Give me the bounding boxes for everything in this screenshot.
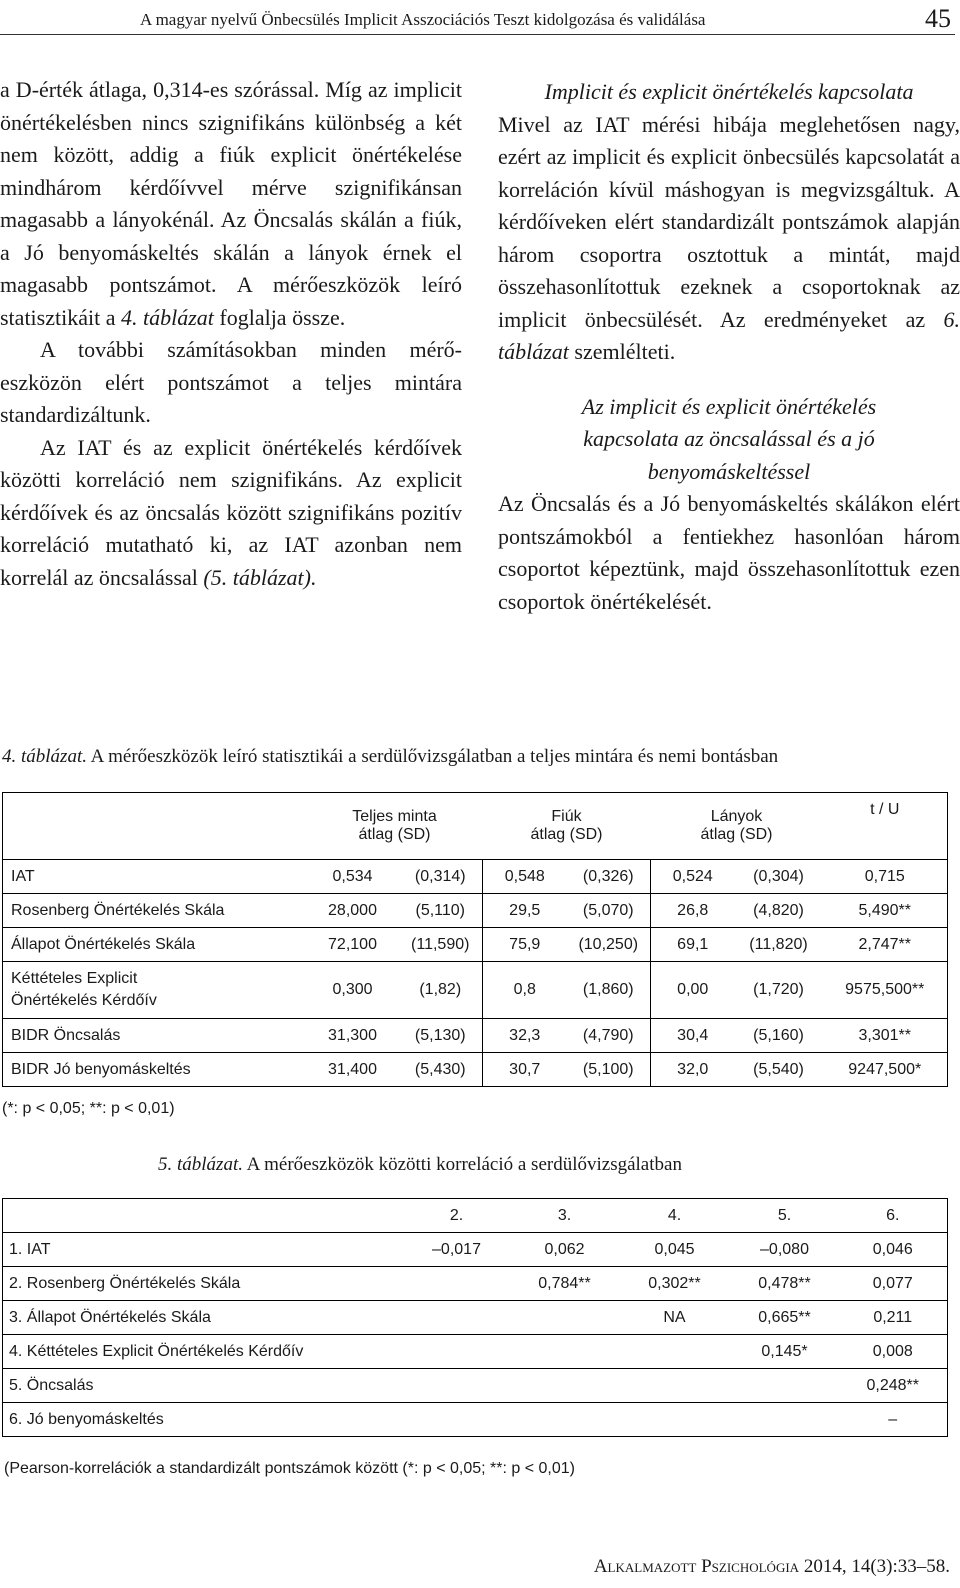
table-row: 2. Rosenberg Önértékelés Skála 0,784** 0,302** 0,478** 0,077 [3,1267,948,1301]
journal-footer: Alkalmazott Pszichológia 2014, 14(3):33–58. [593,1556,950,1577]
table-row: Állapot Önértékelés Skála 72,100 (11,590) 75,9 (10,250) 69,1 (11,820) 2,747** [3,928,948,962]
table-row: 5. Öncsalás 0,248** [3,1369,948,1403]
table6-reference: 6. táblázat [498,306,960,364]
section-heading-self-deception: Az implicit és explicit önértékelés kapcsolata az öncsalással és a jó benyomáskeltéssel [581,393,877,484]
header-total: Teljes minta átlag (SD) [307,793,483,860]
table4-reference: 4. táblázat [120,304,214,330]
right-paragraph-2: Az Öncsalás és a Jó benyomáskeltés skálákon elért pontszámokból a fentiekhez hasonlóan három csoportot képeztünk, majd összehasonlítottuk ezen csoportok önértékelését. [498,491,960,614]
table5-note: (Pearson-korrelációk a standardizált pontszámok között (*: p < 0,05; **: p < 0,01) [4,1460,575,1477]
table-row: 1. IAT –0,017 0,062 0,045 –0,080 0,046 [3,1233,948,1267]
running-head [0,4,955,35]
table-row: 3. Állapot Önértékelés Skála NA 0,665** 0,211 [3,1301,948,1335]
table5-header-row: 2. 3. 4. 5. 6. [3,1199,948,1233]
table-row: 6. Jó benyomáskeltés – [3,1403,948,1437]
table-row: BIDR Öncsalás 31,300 (5,130) 32,3 (4,790) 30,4 (5,160) 3,301** [3,1019,948,1053]
left-column [0,74,462,594]
running-title: A magyar nyelvű Önbecsülés Implicit Asszociációs Teszt kidolgozása és validálása [140,10,706,29]
table4-descriptive-statistics [2,792,948,1087]
header-stat: t / U [823,793,948,860]
table-row: Kéttételes Explicit Önértékelés Kérdőív 0,300 (1,82) 0,8 (1,860) 0,00 (1,720) 9575,500** [3,962,948,1019]
table4-header-row [3,793,948,860]
right-column [498,76,960,618]
page-number: 45 [925,4,951,33]
table-row: BIDR Jó benyomáskeltés 31,400 (5,430) 30,7 (5,100) 32,0 (5,540) 9247,500* [3,1053,948,1087]
section-heading-implicit-explicit: Implicit és explicit önértékelés kapcsolata [544,79,914,104]
header-boys: Fiúk átlag (SD) [483,793,651,860]
table4-caption: 4. táblázat. A mérőeszközök leíró statisztikái a serdülővizsgálatban a teljes mintára és nemi bontásban [2,746,779,767]
table-row: Rosenberg Önértékelés Skála 28,000 (5,110) 29,5 (5,070) 26,8 (4,820) 5,490** [3,894,948,928]
table5-caption: 5. táblázat. A mérőeszközök közötti korreláció a serdülővizsgálatban [158,1154,682,1175]
right-paragraph-1: Mivel az IAT mérési hibája meglehetősen nagy, ezért az implicit és explicit önbecsülés kapcsolatát a korreláción kívül máshogyan is megvizsgáltuk. A kérdőíveken elért standardizált pontszámok alapján három csoportra osztottuk a mintát, majd összehasonlítottuk ezeknek a csoportoknak az implicit önbecsülését. Az eredményeket az 6. táblázat szemlélteti. [498,111,960,364]
table-row: IAT 0,534 (0,314) 0,548 (0,326) 0,524 (0,304) 0,715 [3,860,948,894]
table4-note: (*: p < 0,05; **: p < 0,01) [2,1100,175,1117]
table5-reference: (5. táblázat). [203,564,317,590]
table5-correlations [2,1198,948,1437]
left-paragraph-3: Az IAT és az explicit önértékelés kérdőívek közötti korreláció nem szignifikáns. Az explicit kérdőívek és az öncsalás között szignifikáns pozitív korreláció mutatható ki, az IAT azonban nem korrelál az öncsalással (5. táblázat). [0,434,462,590]
table-row: 4. Kéttételes Explicit Önértékelés Kérdőív 0,145* 0,008 [3,1335,948,1369]
header-girls: Lányok átlag (SD) [651,793,823,860]
left-paragraph-1: a D-érték átlaga, 0,314-es szórással. Míg az implicit önértékelésben nincs szignifikáns különbség a két nem között, addig a fiúk explicit önértékelése mindhárom kérdőívvel mérve szignifikánsan magasabb a lányokénál. Az Öncsalás skálán a fiúk, a Jó benyomáskeltés skálán a lányok érnek el magasabb pontszámot. A mérőeszközök leíró statisztikáit a 4. táblázat foglalja össze. [0,77,462,330]
left-paragraph-2: A további számításokban minden mérőeszközön elért pontszámot a teljes mintára standardizáltunk. [0,337,462,427]
